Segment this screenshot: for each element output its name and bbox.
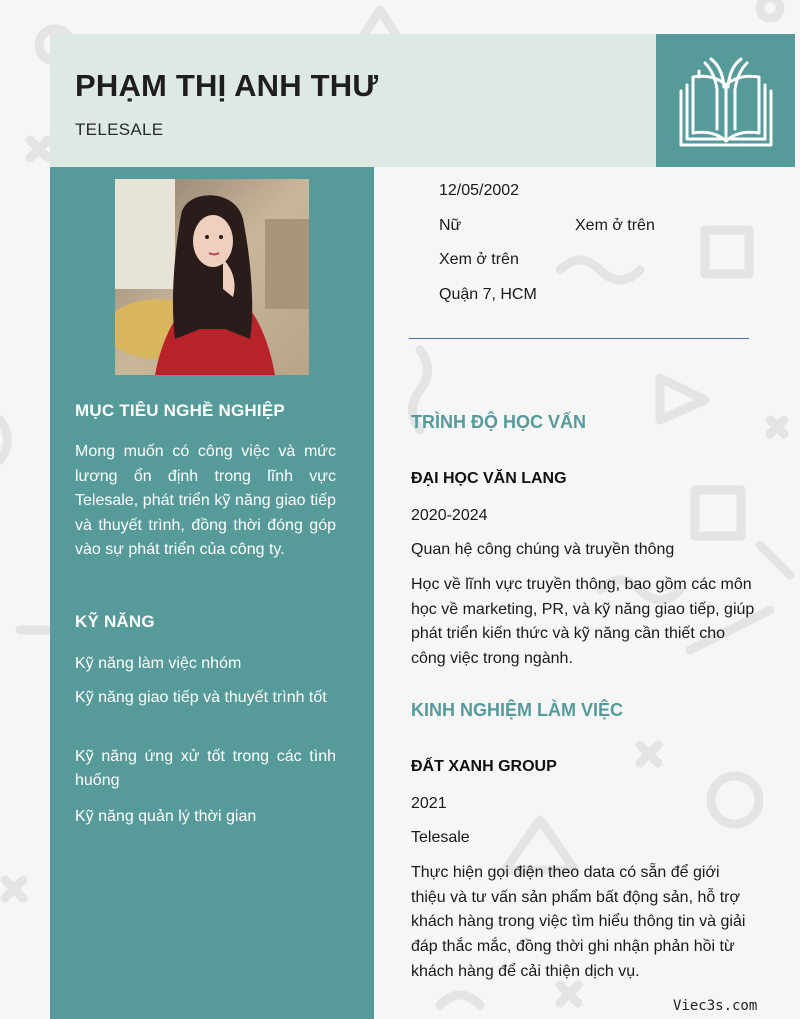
watermark: Viec3s.com [673, 998, 758, 1014]
objective-text: Mong muốn có công việc và mức lương ổn định trong lĩnh vực Telesale, phát triển kỹ năng giao tiếp và thuyết trình, đồng thời đóng góp vào sự phát triển của công ty. [75, 443, 336, 559]
profile-photo [115, 179, 309, 375]
experience-year: 2021 [411, 795, 447, 812]
education-heading: TRÌNH ĐỘ HỌC VẤN [411, 412, 586, 432]
email: Xem ở trên [439, 251, 519, 268]
sidebar [50, 167, 374, 1019]
experience-heading: KINH NGHIỆM LÀM VIỆC [411, 700, 624, 720]
company-name: ĐẤT XANH GROUP [411, 758, 557, 775]
objective-heading: MỤC TIÊU NGHỀ NGHIỆP [75, 401, 285, 420]
gender: Nữ [439, 217, 462, 234]
education-major: Quan hệ công chúng và truyền thông [411, 541, 675, 558]
address: Quận 7, HCM [439, 286, 537, 303]
school-name: ĐẠI HỌC VĂN LANG [411, 470, 567, 487]
skill-item: Kỹ năng làm việc nhóm [75, 655, 242, 672]
education-period: 2020-2024 [411, 507, 488, 524]
logo-box [656, 34, 795, 167]
resume-header [50, 34, 656, 167]
section-divider [409, 338, 749, 339]
candidate-job-title: TELESALE [75, 120, 164, 139]
candidate-name: PHẠM THỊ ANH THƯ [75, 68, 379, 103]
education-description: Học về lĩnh vực truyền thông, bao gồm các môn học về marketing, PR, và kỹ năng giao tiếp, giúp phát triển kiến thức và kỹ năng cần thiết cho công việc trong ngành. [411, 576, 755, 668]
birthdate: 12/05/2002 [439, 182, 520, 199]
experience-position: Telesale [411, 829, 470, 846]
skill-item: Kỹ năng quản lý thời gian [75, 808, 257, 825]
skills-heading: KỸ NĂNG [75, 612, 155, 631]
phone: Xem ở trên [575, 217, 655, 234]
open-book-icon [677, 55, 775, 147]
skill-item: Kỹ năng giao tiếp và thuyết trình tốt [75, 689, 327, 706]
experience-description: Thực hiện gọi điện theo data có sẵn để giới thiệu và tư vấn sản phẩm bất động sản, hỗ trợ khách hàng trong việc tìm hiểu thông tin và giải đáp thắc mắc, đồng thời ghi nhận phản hồi từ khách hàng để cải thiện dịch vụ. [411, 864, 746, 980]
skill-item: Kỹ năng ứng xử tốt trong các tình huống [75, 748, 336, 789]
